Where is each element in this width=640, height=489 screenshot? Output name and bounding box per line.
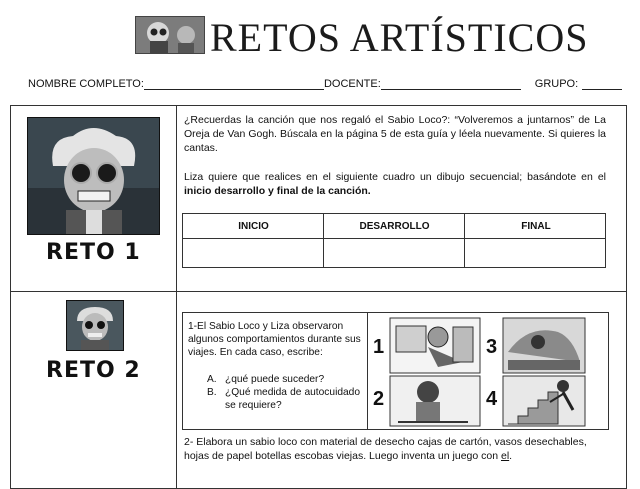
situation-number-4: 4 <box>486 388 498 410</box>
sabio-loco-small-portrait <box>66 300 124 351</box>
desarrollo-header: DESARROLLO <box>359 221 430 232</box>
group-field[interactable] <box>582 79 622 90</box>
teacher-field[interactable] <box>381 79 521 90</box>
option-b <box>207 386 367 412</box>
inicio-header: INICIO <box>238 221 269 232</box>
name-label: NOMBRE COMPLETO: <box>28 78 144 90</box>
table-divider <box>176 105 177 489</box>
activity-2-body: 2- Elabora un sabio loco con material de desecho cajas de cartón, vasos desechables, hojas de papel botellas escobas viejas. Luego inventa un juego con <box>184 436 587 462</box>
name-field[interactable] <box>144 79 324 90</box>
header-banner-image <box>135 16 205 54</box>
activity-1-text: 1-El Sabio Loco y Liza observaron algunos comportamientos durante sus viajes. En cada caso, escribe: <box>188 321 361 358</box>
reto-1-task-bold: inicio desarrollo y final de la canción. <box>184 185 371 197</box>
page-title: RETOS ARTÍSTICOS <box>210 15 589 60</box>
row-divider <box>10 291 627 292</box>
activity-2-end: . <box>509 450 513 462</box>
option-b-text: ¿Qué medida de autocuidado se requiere? <box>225 387 360 411</box>
option-a-text: ¿qué puede suceder? <box>225 374 325 385</box>
final-header: FINAL <box>521 221 551 232</box>
situation-number-2: 2 <box>373 388 385 410</box>
option-a-letter: A. <box>207 374 217 385</box>
activity-2-link[interactable]: el <box>500 450 510 462</box>
sabio-loco-portrait <box>27 117 160 235</box>
group-label: GRUPO: <box>534 78 579 90</box>
reto-2-label: RETO 2 <box>46 358 141 383</box>
reto-1-task <box>184 170 606 198</box>
situation-number-1: 1 <box>373 336 385 358</box>
activity-2-text <box>184 435 604 463</box>
student-info-fields <box>28 78 622 90</box>
activity-1-options <box>207 373 367 412</box>
teacher-label: DOCENTE: <box>323 78 381 90</box>
sequence-drawing-table <box>182 213 606 268</box>
option-b-letter: B. <box>207 387 217 398</box>
situations-image-panel <box>367 312 609 430</box>
situation-number-3: 3 <box>486 336 498 358</box>
option-a <box>207 373 367 386</box>
reto-1-label: RETO 1 <box>46 240 141 265</box>
reto-1-task-text: Liza quiere que realices en el siguiente cuadro un dibujo secuencial; basándote en el <box>184 171 606 183</box>
reto-1-instructions: ¿Recuerdas la canción que nos regaló el Sabio Loco?: “Volveremos a juntarnos” de La Oreja de Van Gogh. Búscala en la página 5 de esta guía y léela nuevamente. Si quieres la cantas. <box>184 114 606 154</box>
